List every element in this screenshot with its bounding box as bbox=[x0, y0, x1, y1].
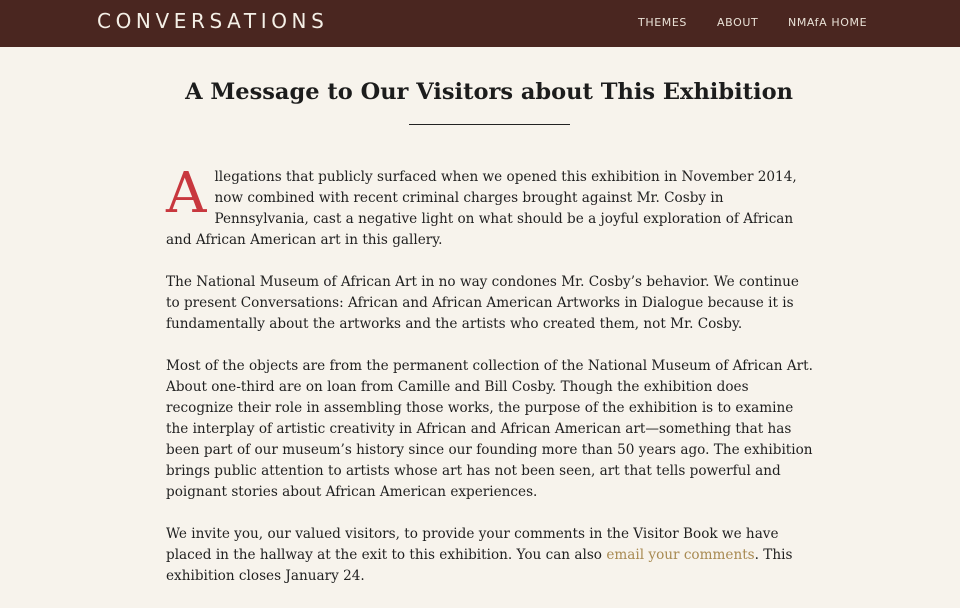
nav-item-themes[interactable]: THEMES bbox=[638, 16, 687, 29]
paragraph-text: llegations that publicly surfaced when we opened this exhibition in November 2014, now combined with recent criminal charges brought against Mr. Cosby in Pennsylvania, cast a negative light on what should be a joyful exploration of African and African American art in this gallery. bbox=[166, 169, 797, 248]
paragraph-text: We invite you, our valued visitors, to provide your comments in the Visitor Book we have placed in the hallway at the exit to this exhibition. You can also bbox=[166, 526, 779, 563]
paragraph-collection: Most of the objects are from the permanent collection of the National Museum of African Art. About one-third are on loan from Camille and Bill Cosby. Though the exhibition does recognize their role in assembling those works, the purpose of the exhibition is to examine the interplay of artistic creativity in African and African American art—something that has been part of our museum’s history since our founding more than 50 years ago. The exhibition brings public attention to artists whose art has not been seen, art that tells powerful and poignant stories about African American experiences. bbox=[166, 358, 813, 500]
nav-item-about[interactable]: ABOUT bbox=[717, 16, 759, 29]
paragraph-condones: The National Museum of African Art in no way condones Mr. Cosby’s behavior. We continue to present Conversations: African and African American Artworks in Dialogue because it is fundamentally about the artworks and the artists who created them, not Mr. Cosby. bbox=[166, 274, 799, 332]
page-title: A Message to Our Visitors about This Exhibition bbox=[185, 79, 793, 106]
site-logo-text[interactable]: CONVERSATIONS bbox=[97, 9, 329, 33]
paragraph-invite bbox=[166, 524, 816, 587]
site-header bbox=[0, 0, 960, 47]
paragraph-allegations bbox=[166, 161, 816, 251]
nav-item-nmafa-home[interactable]: NMAfA HOME bbox=[788, 16, 868, 29]
email-comments-link[interactable]: email your comments bbox=[606, 547, 755, 563]
title-divider bbox=[409, 124, 570, 125]
paragraph-text: . This exhibition closes January 24. bbox=[166, 547, 793, 584]
message-article bbox=[166, 161, 816, 608]
drop-cap: A bbox=[166, 161, 207, 226]
